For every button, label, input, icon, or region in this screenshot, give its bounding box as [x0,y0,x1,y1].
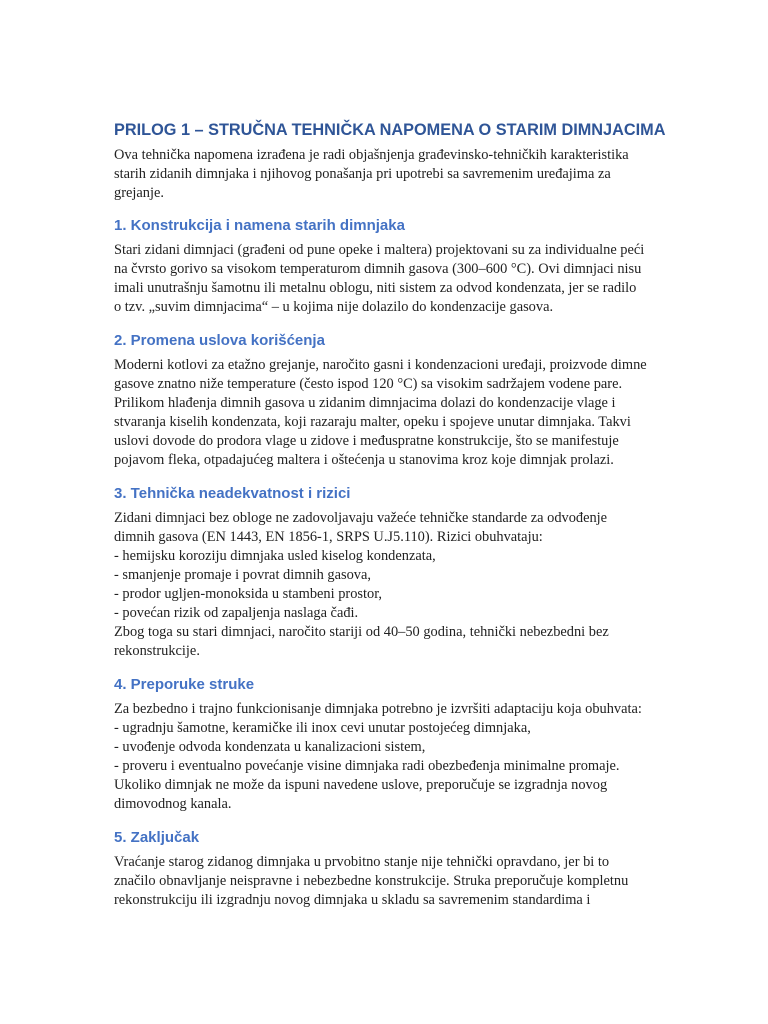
section-line: stvaranja kiselih kondenzata, koji razaraju malter, opeku i spojeve unutar dimnjaka. Takvi [114,414,631,430]
list-item: - ugradnju šamotne, keramičke ili inox cevi unutar postojećeg dimnjaka, [114,720,531,736]
section-line: Stari zidani dimnjaci (građeni od pune opeke i maltera) projektovani su za individualne peći [114,242,645,258]
section-heading: 4. Preporuke struke [114,676,255,693]
section-line: dimovodnog kanala. [114,796,232,812]
section-paragraph [114,356,664,470]
section-line: imali unutrašnju šamotnu ili metalnu oblogu, niti sistem za odvod kondenzata, jer se radilo [114,280,637,296]
intro-line: Ova tehnička napomena izrađena je radi objašnjenja građevinsko-tehničkih karakteristika [114,147,629,163]
document-title: PRILOG 1 – STRUČNA TEHNIČKA NAPOMENA O STARIM DIMNJACIMA [114,121,666,139]
section-line: Zidani dimnjaci bez obloge ne zadovoljavaju važeće tehničke standarde za odvođenje [114,510,608,526]
section-conclusion [114,828,664,910]
section-line: rekonstrukcije. [114,643,200,659]
section-line: Moderni kotlovi za etažno grejanje, naročito gasni i kondenzacioni uređaji, proizvode dimne [114,357,647,373]
section-line: Za bezbedno i trajno funkcionisanje dimnjaka potrebno je izvršiti adaptaciju koja obuhvata: [114,701,642,717]
section-line: rekonstrukciju ili izgradnju novog dimnjaka u skladu sa savremenim standardima i [114,892,591,908]
intro-line: grejanje. [114,185,164,201]
section-line: Prilikom hlađenja dimnih gasova u zidanim dimnjacima dolazi do kondenzacije vlage i [114,395,616,411]
section-line: o tzv. „suvim dimnjacima“ – u kojima nije dolazilo do kondenzacije gasova. [114,299,554,315]
list-item: - hemijsku koroziju dimnjaka usled kiselog kondenzata, [114,548,436,564]
document-page [114,120,664,910]
intro-paragraph [114,146,664,203]
section-line: pojavom fleka, otpadajućeg maltera i oštećenja u stanovima kroz koje dimnjak prolazi. [114,452,614,468]
section-line: Ukoliko dimnjak ne može da ispuni navedene uslove, preporučuje se izgradnja novog [114,777,608,793]
section-heading: 5. Zaključak [114,829,200,846]
section-line: Vraćanje starog zidanog dimnjaka u prvobitno stanje nije tehnički opravdano, jer bi to [114,854,610,870]
section-paragraph [114,509,664,661]
section-line: uslovi dovode do prodora vlage u zidove i međuspratne konstrukcije, što se manifestuje [114,433,619,449]
section-heading: 1. Konstrukcija i namena starih dimnjaka [114,217,405,234]
section-heading: 3. Tehnička neadekvatnost i rizici [114,485,351,502]
section-line: značilo obnavljanje neispravne i nebezbedne konstrukcije. Struka preporučuje kompletnu [114,873,629,889]
section-heading: 2. Promena uslova korišćenja [114,332,325,349]
section-line: na čvrsto gorivo sa visokom temperaturom dimnih gasova (300–600 °C). Ovi dimnjaci nisu [114,261,642,277]
list-item: - povećan rizik od zapaljenja naslaga čađi. [114,605,359,621]
section-recommendations [114,675,664,814]
section-paragraph [114,853,664,910]
section-risks [114,484,664,661]
section-paragraph [114,241,664,317]
section-construction [114,216,664,317]
list-item: - proveru i eventualno povećanje visine dimnjaka radi obezbeđenja minimalne promaje. [114,758,620,774]
list-item: - smanjenje promaje i povrat dimnih gasova, [114,567,371,583]
intro-line: starih zidanih dimnjaka i njihovog ponašanja pri upotrebi sa savremenim uređajima za [114,166,611,182]
list-item: - prodor ugljen-monoksida u stambeni prostor, [114,586,383,602]
list-item: - uvođenje odvoda kondenzata u kanalizacioni sistem, [114,739,426,755]
section-line: dimnih gasova (EN 1443, EN 1856-1, SRPS U.J5.110). Rizici obuhvataju: [114,529,543,545]
section-line: Zbog toga su stari dimnjaci, naročito stariji od 40–50 godina, tehnički nebezbedni bez [114,624,609,640]
section-usage-change [114,331,664,470]
section-paragraph [114,700,664,814]
section-line: gasove znatno niže temperature (često ispod 120 °C) sa visokim sadržajem vodene pare. [114,376,623,392]
